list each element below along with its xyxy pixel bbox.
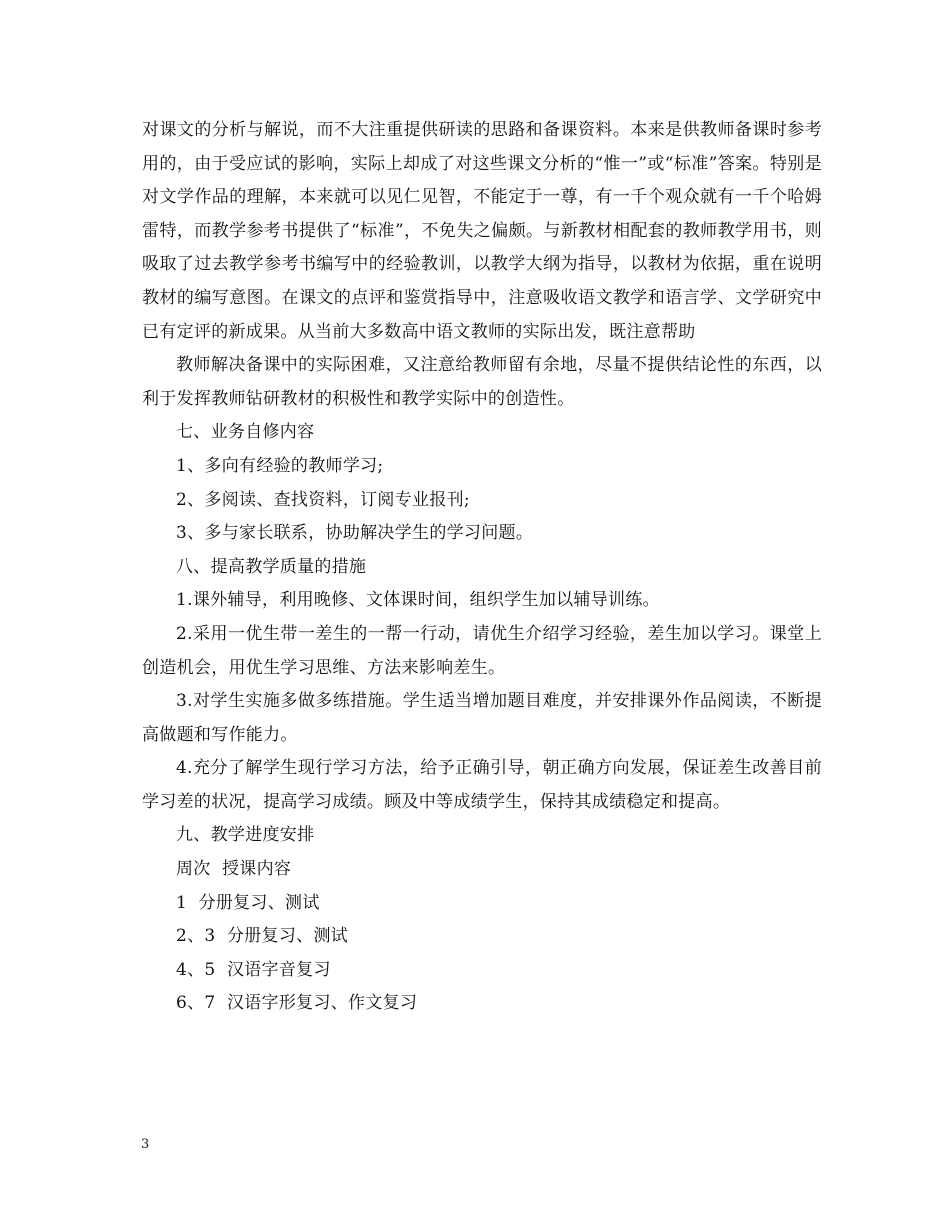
page-number: 3 <box>141 1137 150 1152</box>
list-item: 3、多与家长联系，协助解决学生的学习问题。 <box>176 523 534 544</box>
schedule-header: 周次 授课内容 <box>176 859 292 880</box>
list-item: 2、多阅读、查找资料，订阅专业报刊; <box>176 489 470 510</box>
schedule-row: 2、3 分册复习、测试 <box>176 926 349 947</box>
list-item: 1.课外辅导，利用晚修、文体课时间，组织学生加以辅导训练。 <box>176 590 660 611</box>
section-heading: 九、教学进度安排 <box>176 825 315 846</box>
schedule-row: 6、7 汉语字形复习、作文复习 <box>176 993 418 1014</box>
section-heading: 七、业务自修内容 <box>176 422 315 443</box>
page-body <box>142 114 822 1021</box>
paragraph: 教师解决备课中的实际困难，又注意给教师留有余地，尽量不提供结论性的东西，以利于发挥教师钻研教材的积极性和教学实际中的创造性。 <box>142 355 822 409</box>
schedule-row: 1 分册复习、测试 <box>176 892 320 913</box>
list-item: 2.采用一优生带一差生的一帮一行动，请优生介绍学习经验，差生加以学习。课堂上创造机会，用优生学习思维、方法来影响差生。 <box>142 623 822 678</box>
section-heading: 八、提高教学质量的措施 <box>176 556 367 577</box>
list-item: 4.充分了解学生现行学习方法，给予正确引导，朝正确方向发展，保证差生改善目前学习差的状况，提高学习成绩。顾及中等成绩学生，保持其成绩稳定和提高。 <box>142 758 822 812</box>
paragraph: 对课文的分析与解说，而不大注重提供研读的思路和备课资料。本来是供教师备课时参考用的，由于受应试的影响，实际上却成了对这些课文分析的“惟一”或“标准”答案。特别是对文学作品的理解，本来就可以见仁见智，不能定于一尊，有一千个观众就有一千个哈姆雷特，而教学参考书提供了“标准”，不免失之偏颇。与新教材相配套的教师教学用书，则吸取了过去教学参考书编写中的经验教训，以教学大纲为指导，以教材为依据，重在说明教材的编写意图。在课文的点评和鉴赏指导中，注意吸收语文教学和语言学、文学研究中已有定评的新成果。从当前大多数高中语文教师的实际出发，既注意帮助 <box>142 120 822 342</box>
schedule-row: 4、5 汉语字音复习 <box>176 959 331 980</box>
list-item: 1、多向有经验的教师学习; <box>176 455 384 476</box>
list-item: 3.对学生实施多做多练措施。学生适当增加题目难度，并安排课外作品阅读，不断提高做题和写作能力。 <box>142 691 822 745</box>
